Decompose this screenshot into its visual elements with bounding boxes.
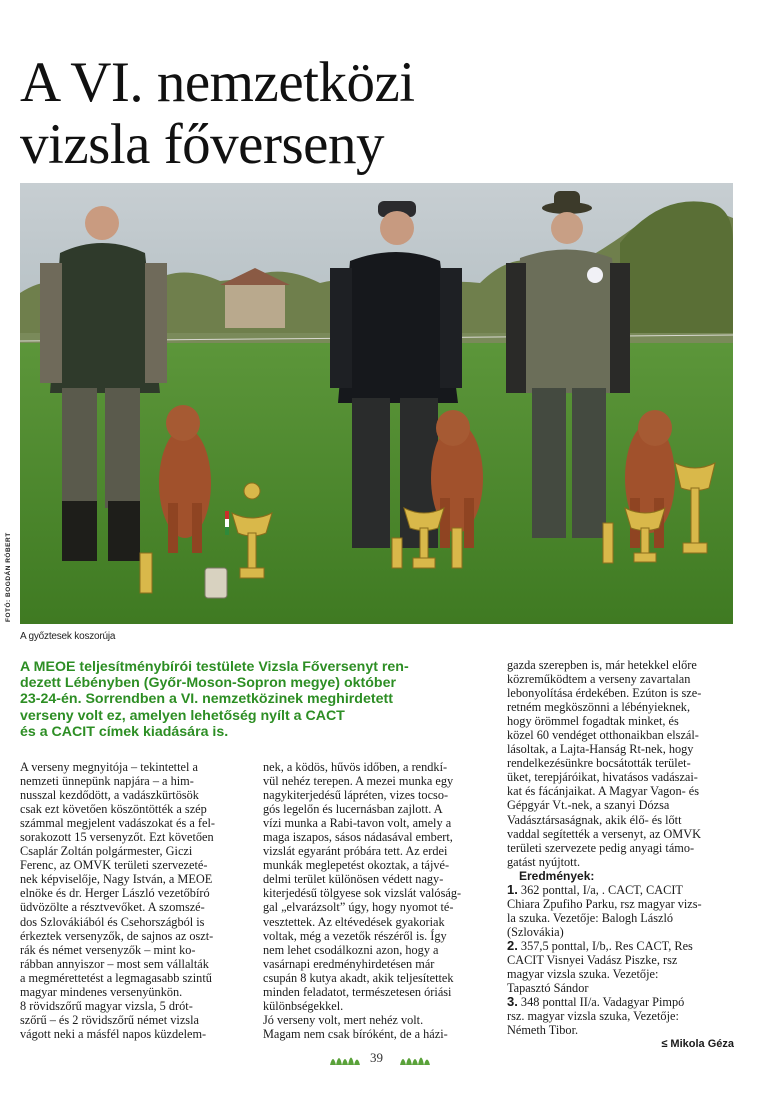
mug <box>205 568 227 598</box>
results-heading: Eredmények: <box>519 868 595 883</box>
text-line: gatást nyújtott. <box>507 854 581 869</box>
body-column-1 <box>20 760 248 1041</box>
text-line: nek képviselője, Nagy István, a MEOE <box>20 872 213 887</box>
article-title-line1: A VI. nemzetközi <box>20 51 415 114</box>
text-line: gal „elvarázsolt” úgy, hogy nyomot té- <box>263 900 454 915</box>
text-line: Vadásztársaságnak, akik élő- és lőtt <box>507 812 682 827</box>
text-line: gazda szerepben is, már hetekkel előre <box>507 658 697 672</box>
text-line: Csaplár Zoltán polgármester, Giczi <box>20 844 193 859</box>
lead-line: verseny volt ez, amelyen lehetőség nyílt a CACT <box>20 707 345 724</box>
text-line: munkák meglepetést okoztak, a tájvé- <box>263 858 450 873</box>
photo-credit: FOTÓ: BOGDÁN RÓBERT <box>5 532 12 622</box>
text-line: Magam nem csak bíróként, de a házi- <box>263 1026 448 1041</box>
lead-line: 23-24-én. Sorrendben a VI. nemzetközinek meghirdetett <box>20 691 393 708</box>
text-line: nagykiterjedésű lápréten, vizes tocso- <box>263 788 449 803</box>
text-line: közel 60 vendéget otthonaikban elszál- <box>507 728 699 743</box>
result-rank: 1. <box>507 882 518 897</box>
result-line: rsz. magyar vizsla szuka, Vezetője: <box>507 1009 679 1024</box>
text-line: 8 rövidszőrű magyar vizsla, 5 drót- <box>20 998 193 1013</box>
text-line: nem lehet csodálkozni azon, hogy a <box>263 942 439 957</box>
text-line: kat és fácánjaikat. A Magyar Vagon- és <box>507 784 700 799</box>
winners-photo <box>20 183 733 624</box>
body-column-2 <box>263 760 491 1041</box>
result-line: Németh Tibor. <box>507 1023 579 1038</box>
text-line: vesztettek. Az eltévedések gyakoriak <box>263 914 445 929</box>
article-title <box>20 52 720 176</box>
result-line <box>507 939 734 953</box>
text-line: delmi terület különösen védett nagy- <box>263 872 444 887</box>
text-line: voltak, még a vezetők részéről is. Így <box>263 928 447 943</box>
text-line: magyar mindenes versenyünkön. <box>20 984 183 999</box>
lead-line: A MEOE teljesítménybírói testülete Vizsla Főversenyt ren- <box>20 659 409 675</box>
results-list <box>507 883 734 1038</box>
result-line: (Szlovákia) <box>507 924 564 939</box>
result-line <box>507 883 734 897</box>
text-line: közreműködtem a verseny zavartalan <box>507 672 691 687</box>
text-line: nek, a ködös, hűvös időben, a rendkí- <box>263 760 448 774</box>
result-rank: 2. <box>507 938 518 953</box>
result-line: Chiara Zpufiho Parku, rsz magyar vizs- <box>507 896 702 911</box>
text-line: nemzeti ünnepünk napjára – a him- <box>20 774 194 789</box>
result-rank: 3. <box>507 995 518 1010</box>
result-line: CACIT Visnyei Vadász Piszke, rsz <box>507 952 678 967</box>
text-line: minden feladatot, természetesen óriási <box>263 984 452 999</box>
text-line: vízi munka a Rabi-tavon volt, amely a <box>263 816 452 831</box>
text-line: vaddal segítették a versenyt, az OMVK <box>507 826 701 841</box>
page-number: 39 <box>370 1050 383 1065</box>
lead-line: dezett Lébényben (Győr-Moson-Sopron megye) október <box>20 675 396 692</box>
text-line: dos Szlovákiából és Csehországból is <box>20 914 205 929</box>
result-line: Tapasztó Sándor <box>507 981 589 996</box>
text-line: Gépgyár Vt.-nek, a szanyi Dózsa <box>507 798 670 813</box>
result-text: 348 ponttal II/a. Vadagyar Pimpó <box>520 995 685 1010</box>
text-line: nusszal kezdődött, a vadászkürtösök <box>20 788 199 803</box>
text-line: hogy örömmel fogadtak minket, és <box>507 714 679 729</box>
result-line: magyar vizsla szuka. Vezetője: <box>507 967 659 982</box>
text-line: vágott neki a másfél napos küzdelem- <box>20 1026 207 1041</box>
author-signature: ≤ Mikola Géza <box>661 1038 734 1051</box>
text-line: rendelkezésünkre bocsátották terület- <box>507 756 691 771</box>
text-line: vül nehéz terepen. A mezei munka egy <box>263 774 454 789</box>
text-line: számmal megjelent vadászokat és a fel- <box>20 816 215 831</box>
text-line: területi szervezete pedig anyagi támo- <box>507 840 695 855</box>
column3-text <box>507 658 734 869</box>
text-line: üdvözölte a résztvevőket. A szomszé- <box>20 900 205 915</box>
result-line: la szuka. Vezetője: Balogh László <box>507 910 674 925</box>
text-line: csak ezt követően köszöntötték a szép <box>20 802 207 817</box>
text-line: gós legelőn és lucernásban zajlott. A <box>263 802 443 817</box>
text-line: maga iszapos, sásos nádasával embert, <box>263 830 453 845</box>
text-line: elnöke és dr. Herger László vezetőbíró <box>20 886 210 901</box>
grass-ornament-left <box>330 1049 360 1070</box>
text-line: kiterjedésű tölgyese sok vizslát valóság- <box>263 886 462 901</box>
text-line: különbségekkel. <box>263 998 344 1013</box>
text-line: üket, terepjáróikat, hivatásos vadászai- <box>507 770 698 785</box>
text-line: érkeztek versenyzők, de sajnos az oszt- <box>20 928 214 943</box>
hungarian-flag <box>225 511 229 535</box>
text-line: lásoltak, a Lajta-Hanság Rt-nek, hogy <box>507 742 694 757</box>
text-line: lebonyolítása érdekében. Ezúton is sze- <box>507 686 702 701</box>
text-line: szőrű – és 2 rövidszőrű német vizsla <box>20 1012 199 1027</box>
text-line: rák és német versenyzők – mint ko- <box>20 942 196 957</box>
grass-ornament-right <box>400 1049 430 1070</box>
result-text: 362 ponttal, I/a, . CACT, CACIT <box>520 882 683 897</box>
text-line: Jó verseny volt, mert nehéz volt. <box>263 1012 424 1027</box>
text-line: sorakozott 15 versenyzőt. Ezt követően <box>20 830 214 845</box>
result-line <box>507 995 734 1009</box>
article-title-line2: vizsla főverseny <box>20 113 384 176</box>
lead-line: és a CACIT címek kiadására is. <box>20 723 229 740</box>
text-line: a megmérettetést a legmagasabb szintű <box>20 970 212 985</box>
text-line: A verseny megnyitója – tekintettel a <box>20 760 198 774</box>
text-line: Ferenc, az OMVK területi szervezeté- <box>20 858 208 873</box>
text-line: vizslát egyaránt próbára tett. Az erdei <box>263 844 448 859</box>
text-line: retném megköszönni a lébényieknek, <box>507 700 691 715</box>
photo-caption: A győztesek koszorúja <box>20 631 116 642</box>
text-line: csupán 8 kutya akadt, akik teljesítettek <box>263 970 454 985</box>
text-line: vasárnapi eredményhirdetésen már <box>263 956 435 971</box>
lead-paragraph <box>20 659 490 740</box>
text-line: rábban annyiszor – most sem vállalták <box>20 956 209 971</box>
body-column-3 <box>507 658 734 1051</box>
result-text: 357,5 ponttal, I/b,. Res CACT, Res <box>520 938 693 953</box>
